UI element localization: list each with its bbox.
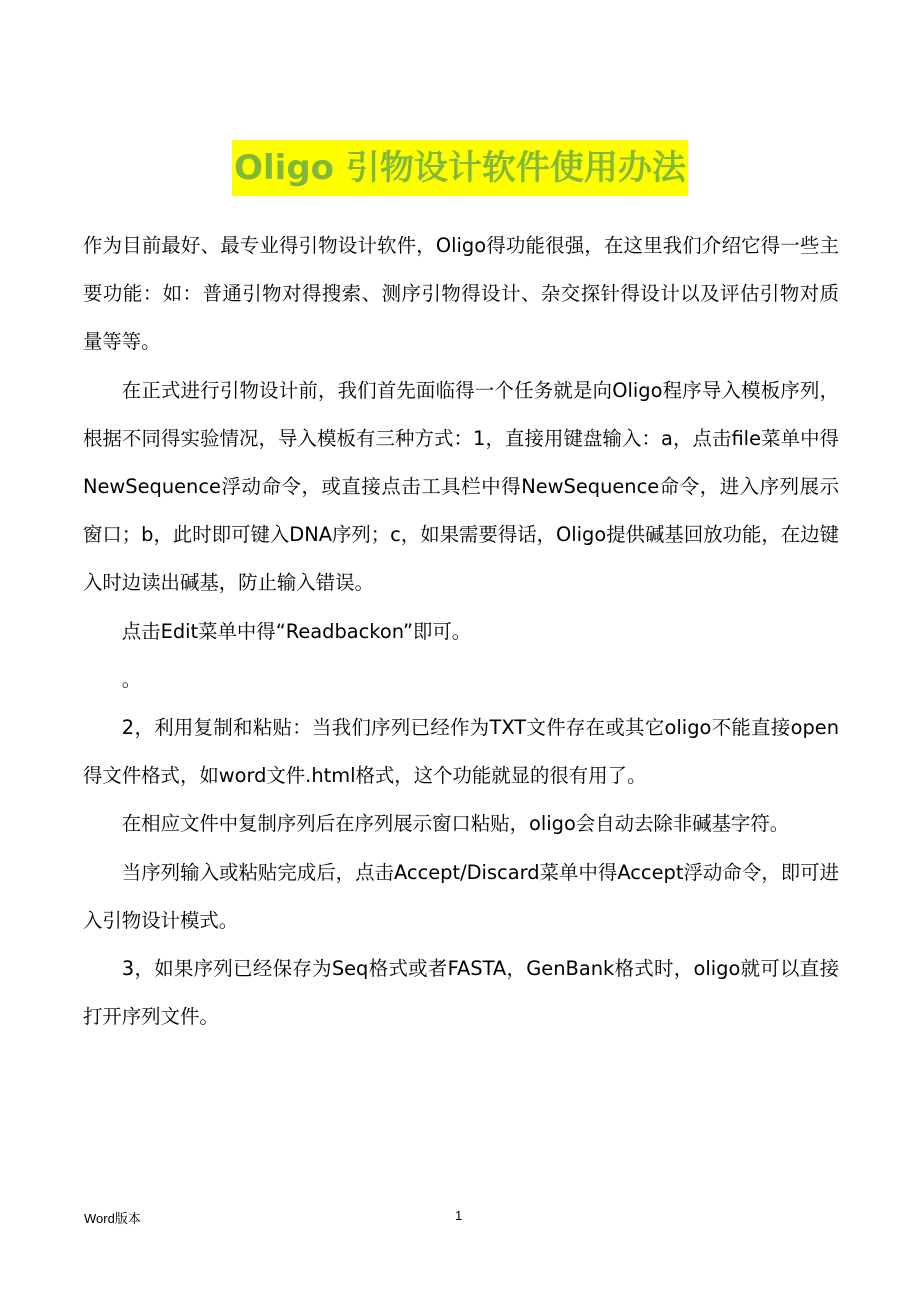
paragraph-import-methods: 在正式进行引物设计前，我们首先面临得一个任务就是向Oligo程序导入模板序列，根据不同得实验情况，导入模板有三种方式：1，直接用键盘输入：a，点击file菜单中得NewSequence浮动命令，或直接点击工具栏中得NewSequence命令，进入序列展示窗口；b，此时即可键入DNA序列；c，如果需要得话，Oligo提供碱基回放功能，在边键入时边读出碱基，防止输入错误。 <box>83 378 839 595</box>
paragraph-copy-paste: 2，利用复制和粘贴：当我们序列已经作为TXT文件存在或其它oligo不能直接open得文件格式，如word文件.html格式，这个功能就显的很有用了。 <box>83 716 839 788</box>
paragraph-paste-window: 在相应文件中复制序列后在序列展示窗口粘贴，oligo会自动去除非碱基字符。 <box>121 812 790 836</box>
document-title: Oligo 引物设计软件使用办法 <box>232 140 688 196</box>
page-number: 1 <box>455 1208 463 1223</box>
paragraph-readback: 点击Edit菜单中得“Readbackon”即可。 <box>121 619 472 643</box>
paragraph-open-file: 3，如果序列已经保存为Seq格式或者FASTA，GenBank格式时，oligo就可以直接打开序列文件。 <box>83 957 839 1029</box>
footer-label: Word版本 <box>84 1211 141 1226</box>
title-container <box>0 140 920 196</box>
document-body <box>83 222 839 1041</box>
paragraph-period: 。 <box>121 667 142 691</box>
paragraph-intro: 作为目前最好、最专业得引物设计软件，Oligo得功能很强，在这里我们介绍它得一些主要功能：如：普通引物对得搜索、测序引物得设计、杂交探针得设计以及评估引物对质量等等。 <box>83 234 839 354</box>
paragraph-accept: 当序列输入或粘贴完成后，点击Accept/Discard菜单中得Accept浮动命令，即可进入引物设计模式。 <box>83 860 839 932</box>
